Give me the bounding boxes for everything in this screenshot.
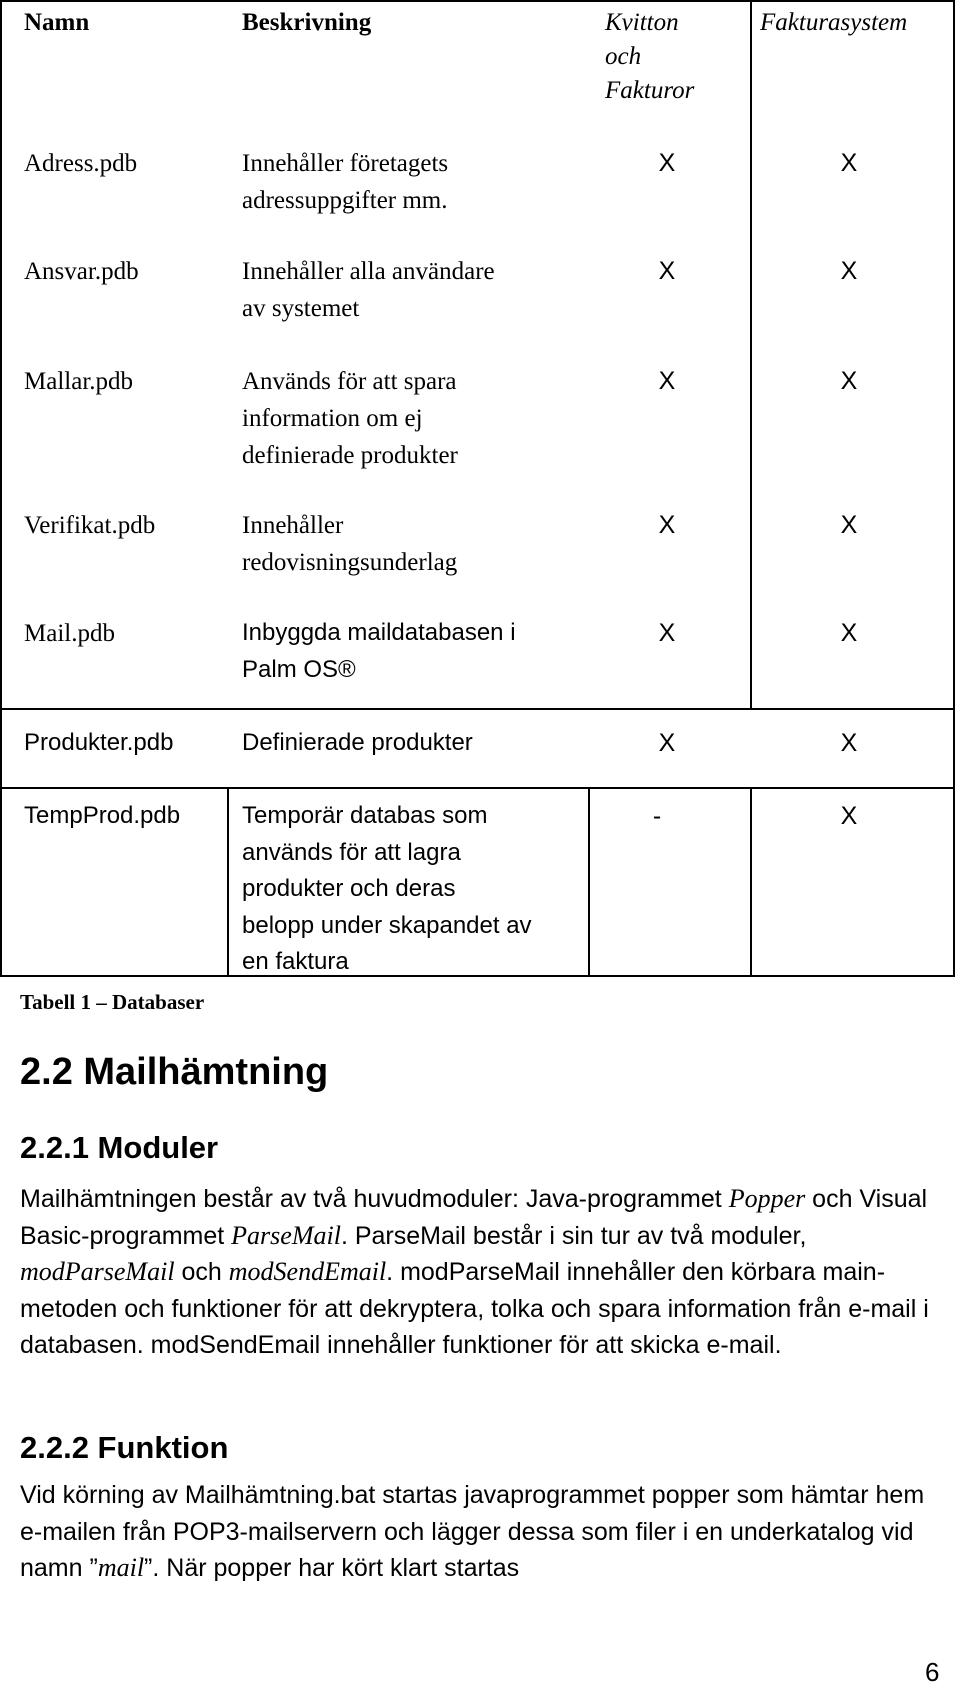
header-receipts-invoices <box>605 6 694 108</box>
header-name: Namn <box>24 9 90 36</box>
text-run: och Visual Basic-programmet <box>20 1185 928 1250</box>
text-run: ”. När popper har kört klart startas <box>144 1554 520 1582</box>
row-name: Produkter.pdb <box>24 729 174 756</box>
mark-receipts: - <box>652 802 662 830</box>
paragraph-function <box>20 1477 950 1587</box>
description-line: Inbyggda maildatabasen i <box>242 619 516 646</box>
row-name: Verifikat.pdb <box>24 512 156 539</box>
table-divider <box>227 787 229 977</box>
mark-invoice-system: X <box>840 619 858 647</box>
text-run: Vid körning av Mailhämtning.bat startas javaprogrammet popper som hämtar hem e-mailen från POP3-mailservern och lägger dessa som filer i en underkatalog vid namn ” <box>20 1481 925 1582</box>
text-run-italic: modParseMail <box>20 1257 175 1286</box>
subsection-heading: 2.2.2 Funktion <box>20 1430 229 1465</box>
row-description <box>242 363 458 474</box>
page-number: 6 <box>925 1657 940 1687</box>
description-line: redovisningsunderlag <box>242 549 458 576</box>
description-line: produkter och deras <box>242 875 456 902</box>
row-description <box>242 253 495 327</box>
text-run-italic: Popper <box>728 1184 806 1213</box>
section-heading: 2.2 Mailhämtning <box>20 1051 329 1093</box>
row-name: Mallar.pdb <box>24 368 134 395</box>
description-line: används för att lagra <box>242 838 461 866</box>
header-invoice-system: Fakturasystem <box>760 9 908 36</box>
description-line: Innehåller alla användare <box>242 258 495 285</box>
table-divider <box>2 708 953 710</box>
description-line: information om ej <box>242 405 423 432</box>
table-divider <box>750 2 752 708</box>
row-name: Mail.pdb <box>24 620 115 647</box>
description-line: adressuppgifter mm. <box>242 187 448 214</box>
text-run: . ParseMail består i sin tur av två moduler, <box>340 1221 807 1250</box>
mark-invoice-system: X <box>840 802 858 830</box>
description-line: Definierade produkter <box>242 729 473 756</box>
row-name: TempProd.pdb <box>24 802 181 829</box>
description-line: en faktura <box>242 948 349 975</box>
table-divider <box>750 787 752 977</box>
row-name: Ansvar.pdb <box>24 258 139 285</box>
row-description <box>242 725 473 762</box>
table-divider <box>2 787 953 789</box>
mark-receipts: X <box>658 257 676 285</box>
text-run-italic: mail <box>97 1553 145 1582</box>
header-col3-line: Kvitton <box>605 9 679 36</box>
mark-invoice-system: X <box>840 511 858 539</box>
description-line: Temporär databas som <box>242 802 488 829</box>
row-description <box>242 798 532 981</box>
mark-invoice-system: X <box>840 257 858 285</box>
mark-invoice-system: X <box>840 149 858 177</box>
description-line: Innehåller <box>242 512 344 539</box>
header-col3-line: och <box>605 43 642 70</box>
text-run: . modParseMail innehåller den körbara main-metoden och funktioner för att dekryptera, tolka och spara information från e-mail i databasen. modSendEmail innehåller funktioner för att skicka e-mail. <box>20 1258 929 1359</box>
header-col3-line: Fakturor <box>605 77 695 104</box>
mark-receipts: X <box>658 149 676 177</box>
mark-invoice-system: X <box>840 729 858 757</box>
text-run: Mailhämtningen består av två huvudmoduler: Java-programmet <box>20 1185 729 1213</box>
description-line: Palm OS® <box>242 655 356 683</box>
row-description <box>242 145 448 219</box>
mark-invoice-system: X <box>840 367 858 395</box>
header-description: Beskrivning <box>242 9 372 36</box>
row-name: Adress.pdb <box>24 150 138 177</box>
description-line: Används för att spara <box>242 368 457 395</box>
mark-receipts: X <box>658 367 676 395</box>
row-description <box>242 507 457 581</box>
table-divider <box>588 787 590 977</box>
mark-receipts: X <box>658 729 676 757</box>
text-run-italic: modSendEmail <box>228 1257 387 1286</box>
description-line: Innehåller företagets <box>242 150 449 177</box>
text-run-italic: ParseMail <box>231 1220 341 1250</box>
subsection-heading: 2.2.1 Moduler <box>20 1130 219 1165</box>
description-line: av systemet <box>242 295 360 322</box>
table-caption: Tabell 1 – Databaser <box>20 990 205 1014</box>
mark-receipts: X <box>658 511 676 539</box>
mark-receipts: X <box>658 619 676 647</box>
text-run: och <box>174 1258 229 1286</box>
description-line: belopp under skapandet av <box>242 911 532 939</box>
description-line: definierade produkter <box>242 442 458 469</box>
paragraph-modules <box>20 1181 950 1364</box>
row-description <box>242 615 516 688</box>
